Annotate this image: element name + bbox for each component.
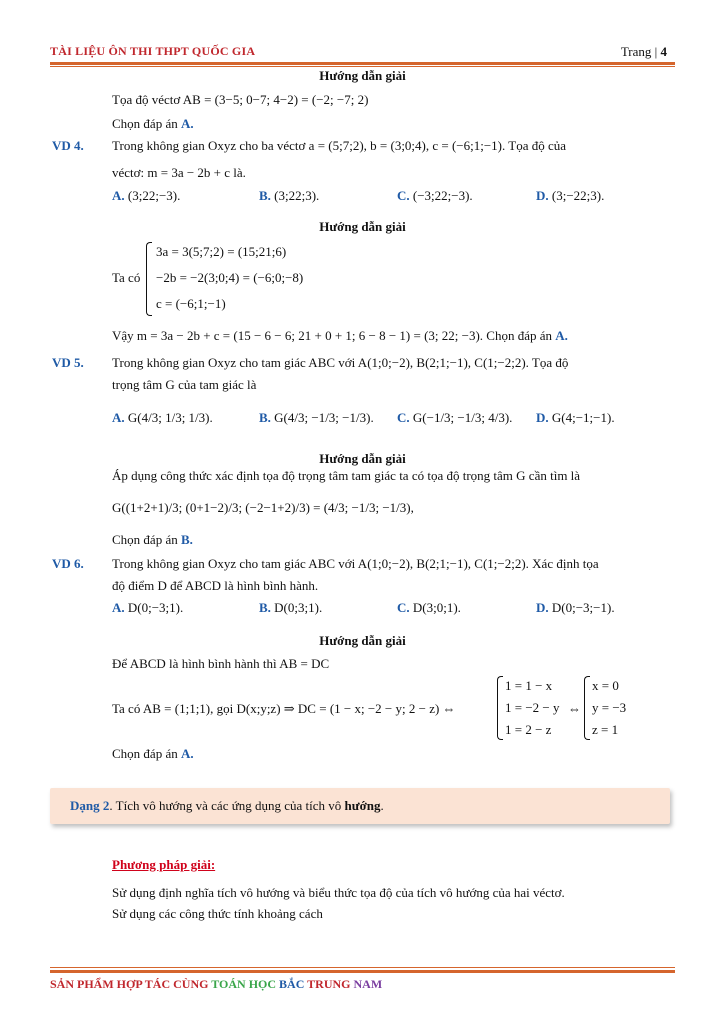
section-bold-word: hướng (344, 798, 381, 813)
choose-text: Chọn đáp án (112, 532, 181, 547)
question-line: Trong không gian Oxyz cho ba véctơ a = (5;7;2), b = (3;0;4), c = (−6;1;−1). Tọa độ của (112, 138, 567, 153)
option-text: G(−1/3; −1/3; 4/3). (412, 410, 513, 425)
option-b (259, 410, 374, 426)
system-row: 1 = −2 − y (505, 700, 560, 715)
choose-text: Chọn đáp án (112, 116, 181, 131)
system-row: 1 = 1 − x (505, 678, 553, 693)
answer-letter: B. (180, 532, 193, 547)
ta-co-label: Ta có (112, 270, 141, 285)
option-text: D(0;3;1). (274, 600, 323, 615)
solution-heading: Hướng dẫn giải (319, 633, 406, 648)
solution-heading: Hướng dẫn giải (319, 68, 406, 83)
method-title-text: Phương pháp giải: (112, 857, 216, 872)
header-rule (50, 62, 675, 65)
page-indicator (621, 44, 667, 60)
system-brace (146, 242, 152, 316)
answer-letter: A. (180, 746, 194, 761)
option-text: G(4/3; −1/3; −1/3). (274, 410, 374, 425)
page-number: 4 (660, 44, 667, 59)
system-row: y = −3 (592, 700, 627, 715)
section-end: . (380, 798, 384, 813)
footer-part: TRUNG (307, 977, 354, 991)
footer-rule (50, 970, 675, 973)
option-a (112, 600, 183, 616)
option-text: (3;22;−3). (127, 188, 181, 203)
footer-rule-thin (50, 967, 675, 968)
option-text: G(4/3; 1/3; 1/3). (127, 410, 213, 425)
footer-part: NAM (353, 977, 383, 991)
option-b (259, 600, 322, 616)
option-letter: B. (259, 600, 271, 615)
question-line: véctơ: m = 3a − 2b + c là. (112, 165, 246, 180)
option-letter: D. (536, 600, 549, 615)
option-text: D(0;−3;1). (127, 600, 184, 615)
system-brace (584, 676, 590, 740)
option-letter: A. (112, 410, 125, 425)
footer-part: SẢN PHẨM HỢP TÁC CÙNG (50, 977, 212, 991)
option-text: D(0;−3;−1). (551, 600, 615, 615)
section-label: Dạng 2 (70, 798, 110, 813)
page-label: Trang | (620, 44, 661, 59)
option-letter: C. (397, 188, 410, 203)
question-line: Trong không gian Oxyz cho tam giác ABC với A(1;0;−2), B(2;1;−1), C(1;−2;2). Tọa độ (112, 355, 569, 370)
option-letter: B. (259, 410, 271, 425)
option-text: (3;22;3). (274, 188, 320, 203)
footer-part: TOÁN HỌC (211, 977, 280, 991)
option-letter: C. (397, 600, 410, 615)
solution-line: Để ABCD là hình bình hành thì AB = DC (112, 656, 330, 671)
option-letter: D. (536, 188, 549, 203)
system-row: c = (−6;1;−1) (156, 296, 226, 311)
section-banner (50, 788, 670, 824)
option-letter: D. (536, 410, 549, 425)
footer-part: BẮC (279, 977, 308, 991)
question-line: độ điểm D để ABCD là hình bình hành. (112, 578, 319, 593)
choose-answer (112, 116, 194, 132)
option-text: G(4;−1;−1). (551, 410, 615, 425)
centroid-formula: G((1+2+1)/3; (0+1−2)/3; (−2−1+2)/3) = (4/3; −1/3; −1/3), (112, 500, 414, 515)
solution-line: Tọa độ véctơ AB = (3−5; 0−7; 4−2) = (−2; −7; 2) (112, 92, 369, 107)
example-label: VD 5. (52, 355, 84, 370)
section-title (70, 798, 384, 814)
system-row: 3a = 3(5;7;2) = (15;21;6) (156, 244, 287, 259)
option-c (397, 600, 461, 616)
option-c (397, 188, 473, 204)
option-d (536, 410, 615, 426)
solution-heading: Hướng dẫn giải (319, 451, 406, 466)
method-title (112, 857, 215, 873)
example-label: VD 4. (52, 138, 84, 153)
solution-heading: Hướng dẫn giải (319, 219, 406, 234)
answer-letter: A. (555, 328, 568, 343)
conclusion-text: Vậy m = 3a − 2b + c = (15 − 6 − 6; 21 + 0 + 1; 6 − 8 − 1) = (3; 22; −3). Chọn đáp án (112, 328, 556, 343)
conclusion-line (112, 328, 568, 344)
header-rule-thin (50, 66, 675, 67)
section-text: . Tích vô hướng và các ứng dụng của tích vô (109, 798, 345, 813)
ta-co-line: Ta có AB = (1;1;1), gọi D(x;y;z) ⇒ DC = (1 − x; −2 − y; 2 − z) ⇔ (112, 701, 456, 716)
header-title: TÀI LIỆU ÔN THI THPT QUỐC GIA (50, 44, 256, 58)
system-row: z = 1 (592, 722, 619, 737)
system-brace (497, 676, 503, 740)
option-text: (−3;22;−3). (412, 188, 473, 203)
option-d (536, 188, 604, 204)
method-line: Sử dụng các công thức tính khoảng cách (112, 906, 323, 921)
answer-letter: A. (180, 116, 194, 131)
option-text: D(3;0;1). (412, 600, 461, 615)
system-row: 1 = 2 − z (505, 722, 552, 737)
option-d (536, 600, 615, 616)
option-text: (3;−22;3). (551, 188, 605, 203)
option-a (112, 410, 213, 426)
option-letter: B. (259, 188, 271, 203)
solution-line: Áp dụng công thức xác định tọa độ trọng tâm tam giác ta có tọa độ trọng tâm G cần tìm là (112, 468, 581, 483)
question-line: trọng tâm G của tam giác là (112, 377, 257, 392)
option-letter: A. (112, 188, 125, 203)
system-row: x = 0 (592, 678, 619, 693)
choose-text: Chọn đáp án (112, 746, 181, 761)
choose-answer (112, 746, 194, 762)
page-header (50, 44, 675, 62)
system-row: −2b = −2(3;0;4) = (−6;0;−8) (156, 270, 304, 285)
question-line: Trong không gian Oxyz cho tam giác ABC với A(1;0;−2), B(2;1;−1), C(1;−2;2). Xác định tọa (112, 556, 599, 571)
option-b (259, 188, 319, 204)
option-letter: A. (112, 600, 125, 615)
footer-text (50, 977, 382, 992)
method-line: Sử dụng định nghĩa tích vô hướng và biểu thức tọa độ của tích vô hướng của hai véctơ. (112, 885, 565, 900)
option-letter: C. (397, 410, 410, 425)
example-label: VD 6. (52, 556, 84, 571)
equivalence-arrow: ⇔ (568, 701, 581, 716)
choose-answer (112, 532, 193, 548)
option-c (397, 410, 512, 426)
option-a (112, 188, 180, 204)
